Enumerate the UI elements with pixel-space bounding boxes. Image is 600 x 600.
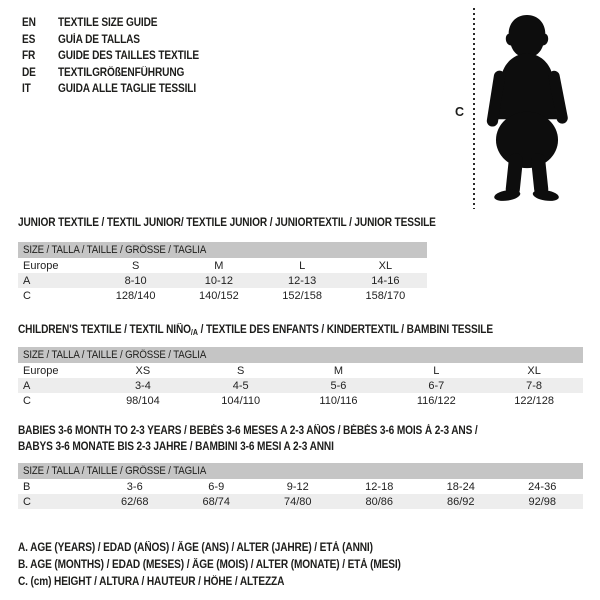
- cell: 10-12: [204, 274, 233, 287]
- table-row-c: [18, 494, 583, 509]
- children-table-size-header: [18, 347, 583, 363]
- cell: 9-12: [286, 480, 309, 493]
- babies-table-size-header: [18, 463, 583, 479]
- junior-column-header-row: [18, 258, 427, 273]
- guide-title-es: GUÍA DE TALLAS: [58, 33, 140, 46]
- language-row-es: [22, 32, 218, 49]
- column-header-europe: Europe: [23, 259, 59, 272]
- cell: 12-13: [288, 274, 317, 287]
- children-section-title: [18, 323, 558, 341]
- cell: 14-16: [371, 274, 400, 287]
- row-label: C: [23, 289, 31, 302]
- column-header-xl: XL: [527, 364, 541, 377]
- junior-table-size-header: [18, 242, 427, 258]
- cell: 110/116: [319, 394, 358, 407]
- row-label: B: [23, 480, 31, 493]
- cell: 74/80: [283, 495, 312, 508]
- cell: 80/86: [365, 495, 394, 508]
- table-row-a: [18, 273, 427, 288]
- language-code: EN: [22, 17, 36, 30]
- language-row-it: [22, 81, 218, 98]
- junior-section-title-text: JUNIOR TEXTILE / TEXTIL JUNIOR/ TEXTILE JUNIOR / JUNIORTEXTIL / JUNIOR TESSILE: [18, 217, 436, 229]
- row-label: A: [23, 274, 31, 287]
- language-code: FR: [22, 50, 36, 63]
- language-code: IT: [22, 83, 31, 96]
- language-row-en: [22, 15, 218, 32]
- column-header-l: L: [299, 259, 306, 272]
- note-height-cm: [18, 573, 453, 590]
- children-title-rest: / TEXTILE DES ENFANTS / KINDERTEXTIL / BAMBINI TESSILE: [197, 324, 493, 336]
- column-header-s: S: [237, 364, 245, 377]
- cell: 3-6: [126, 480, 143, 493]
- children-title-subscript: /A: [190, 328, 198, 337]
- table-row-a: [18, 378, 583, 393]
- cell: 24-36: [528, 480, 557, 493]
- row-label: C: [23, 394, 31, 407]
- note-text: C. (cm) HEIGHT / ALTURA / HAUTEUR / HÖHE / ALTEZZA: [18, 575, 285, 588]
- language-code: ES: [22, 33, 36, 46]
- cell: 158/170: [365, 289, 406, 302]
- note-text: B. AGE (MONTHS) / EDAD (MESES) / ÂGE (MOIS) / ALTER (MONATE) / ETÀ (MESI): [18, 558, 401, 571]
- babies-section-title: [18, 424, 540, 455]
- babies-title-line2: BABYS 3-6 MONATE BIS 2-3 JAHRE / BAMBINI 3-6 MESI A 2-3 ANNI: [18, 440, 334, 453]
- junior-section-title: [18, 216, 493, 232]
- cell: 6-9: [208, 480, 225, 493]
- guide-title-it: GUIDA ALLE TAGLIE TESSILI: [58, 83, 197, 96]
- children-title-main: CHILDREN'S TEXTILE / TEXTIL NIÑO: [18, 324, 191, 336]
- cell: 3-4: [134, 379, 151, 392]
- table-row-c: [18, 288, 427, 303]
- children-section-title-text: [18, 323, 493, 341]
- note-age-years: [18, 539, 453, 556]
- cell: 140/152: [198, 289, 239, 302]
- cell: 98/104: [126, 394, 160, 407]
- babies-title-line1: BABIES 3-6 MONTH TO 2-3 YEARS / BEBÉS 3-6 MESES A 2-3 AÑOS / BÉBÉS 3-6 MOIS À 2-3 ANS /: [18, 425, 478, 437]
- cell: 62/68: [120, 495, 149, 508]
- size-header-text: SIZE / TALLA / TAILLE / GRÖSSE / TAGLIA: [23, 465, 207, 477]
- column-header-s: S: [131, 259, 140, 272]
- height-measure-dotted-line: [473, 8, 475, 209]
- language-row-fr: [22, 48, 218, 65]
- column-header-l: L: [433, 364, 440, 377]
- language-row-de: [22, 65, 218, 82]
- cell: 92/98: [528, 495, 557, 508]
- language-list: [22, 15, 218, 98]
- column-header-m: M: [214, 259, 224, 272]
- column-header-xs: XS: [135, 364, 151, 377]
- junior-size-table: [18, 242, 427, 303]
- note-text: A. AGE (YEARS) / EDAD (AÑOS) / ÂGE (ANS) / ALTER (JAHRE) / ETÀ (ANNI): [18, 541, 373, 554]
- legend-notes: [18, 539, 453, 590]
- cell: 104/110: [221, 394, 261, 407]
- size-header-text: SIZE / TALLA / TAILLE / GRÖSSE / TAGLIA: [23, 244, 207, 256]
- guide-title-fr: GUIDE DES TAILLES TEXTILE: [58, 50, 200, 63]
- cell: 6-7: [428, 379, 445, 392]
- language-code: DE: [22, 66, 36, 79]
- column-header-xl: XL: [378, 259, 393, 272]
- babies-size-table: [18, 463, 583, 509]
- cell: 68/74: [202, 495, 231, 508]
- guide-title-de: TEXTILGRÖßENFÜHRUNG: [58, 66, 185, 79]
- children-column-header-row: [18, 363, 583, 378]
- note-age-months: [18, 556, 453, 573]
- cell: 116/122: [416, 394, 456, 407]
- column-header-m: M: [333, 364, 344, 377]
- children-size-table: [18, 347, 583, 408]
- cell: 7-8: [526, 379, 543, 392]
- cell: 128/140: [115, 289, 156, 302]
- cell: 18-24: [446, 480, 475, 493]
- cell: 152/158: [282, 289, 322, 302]
- cell: 4-5: [232, 379, 249, 392]
- cell: 8-10: [124, 274, 147, 287]
- guide-title-en: TEXTILE SIZE GUIDE: [58, 17, 158, 30]
- row-label: C: [23, 495, 31, 508]
- cell: 122/128: [514, 394, 554, 407]
- cell: 86/92: [446, 495, 475, 508]
- table-row-c: [18, 393, 583, 408]
- cell: 12-18: [365, 480, 394, 493]
- row-label: A: [23, 379, 31, 392]
- size-header-text: SIZE / TALLA / TAILLE / GRÖSSE / TAGLIA: [23, 349, 207, 361]
- cell: 5-6: [330, 379, 347, 392]
- table-row-b: [18, 479, 583, 494]
- toddler-silhouette-image: [480, 8, 574, 208]
- height-measure-label: C: [455, 105, 465, 119]
- column-header-europe: Europe: [23, 364, 59, 377]
